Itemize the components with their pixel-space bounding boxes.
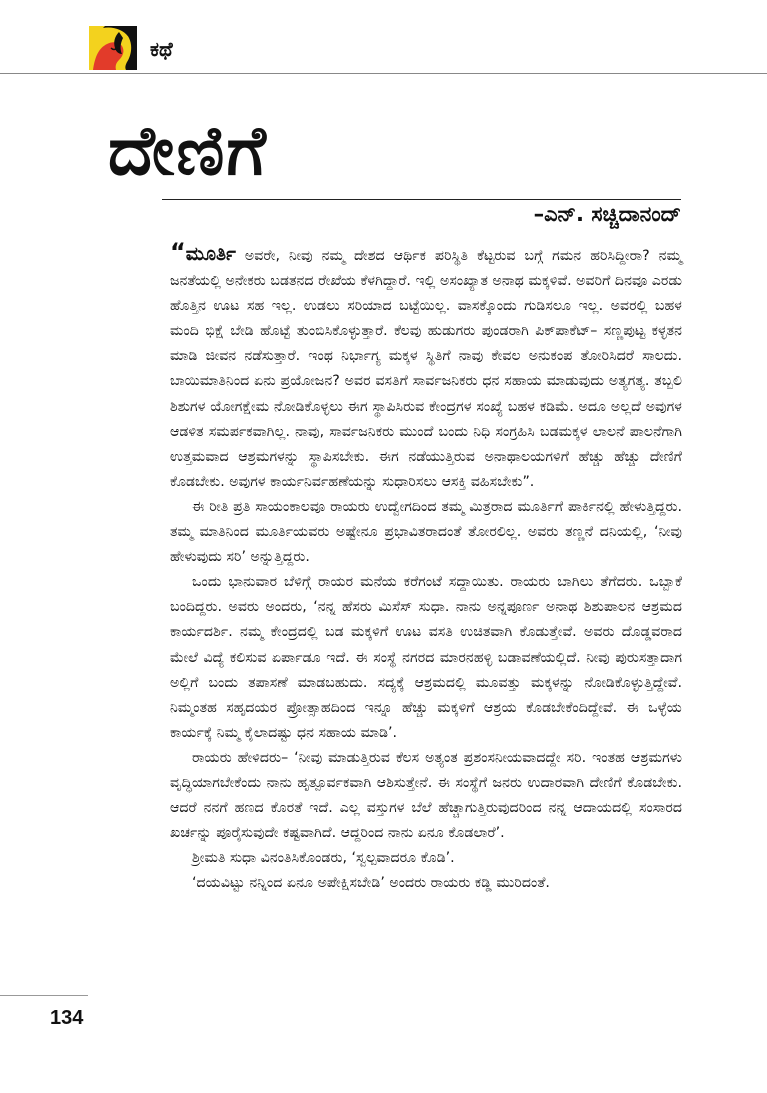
paragraph-5: ಶ್ರೀಮತಿ ಸುಧಾ ವಿನಂತಿಸಿಕೊಂಡರು, ‘ಸ್ವಲ್ಪವಾದರೂ ಕೊಡಿ’. [192, 850, 455, 867]
story-title: ದೇಣಿಗೆ [108, 112, 268, 191]
paragraph-3: ಒಂದು ಭಾನುವಾರ ಬೆಳಿಗ್ಗೆ ರಾಯರ ಮನೆಯ ಕರೆಗಂಟೆ ಸದ್ದಾಯಿತು. ರಾಯರು ಬಾಗಿಲು ತೆಗೆದರು. ಒಬ್ಬಾಕೆ ಬಂದಿದ್ದರು. ಅವರು ಅಂದರು, ‘ನನ್ನ ಹೆಸರು ಮಿಸೆಸ್ ಸುಧಾ. ನಾನು ಅನ್ನಪೂರ್ಣ ಅನಾಥ ಶಿಶುಪಾಲನ ಆಶ್ರಮದ ಕಾರ್ಯದರ್ಶಿ. ನಮ್ಮ ಕೇಂದ್ರದಲ್ಲಿ ಬಡ ಮಕ್ಕಳಿಗೆ ಊಟ ವಸತಿ ಉಚಿತವಾಗಿ ಕೊಡುತ್ತೇವೆ. ಅವರು ದೊಡ್ಡವರಾದ ಮೇಲೆ ವಿದ್ಯೆ ಕಲಿಸುವ ಏರ್ಪಾಡೂ ಇದೆ. ಈ ಸಂಸ್ಥೆ ನಗರದ ಮಾರನಹಳ್ಳಿ ಬಡಾವಣೆಯಲ್ಲಿದೆ. ನೀವು ಪುರುಸತ್ತಾದಾಗ ಅಲ್ಲಿಗೆ ಬಂದು ತಪಾಸಣೆ ಮಾಡಬಹುದು. ಸದ್ಯಕ್ಕೆ ಆಶ್ರಮದಲ್ಲಿ ಮೂವತ್ತು ಮಕ್ಕಳನ್ನು ನೋಡಿಕೊಳ್ಳುತ್ತಿದ್ದೇವೆ. ನಿಮ್ಮಂತಹ ಸಹೃದಯರ ಪ್ರೋತ್ಸಾಹದಿಂದ ಇನ್ನೂ ಹೆಚ್ಚು ಮಕ್ಕಳಿಗೆ ಆಶ್ರಯ ಕೊಡಬೇಕೆಂದಿದ್ದೇವೆ. ಈ ಒಳ್ಳೆಯ ಕಾರ್ಯಕ್ಕೆ ನಿಮ್ಮ ಕೈಲಾದಷ್ಟು ಧನ ಸಹಾಯ ಮಾಡಿ’. [170, 574, 682, 741]
paragraph-1 [170, 240, 682, 495]
lead-word: ಮೂರ್ತಿ [185, 243, 236, 265]
story-body [170, 240, 682, 896]
section-label: ಕಥೆ [150, 37, 173, 61]
opening-quote: “ [170, 238, 186, 266]
paragraph-2: ಈ ರೀತಿ ಪ್ರತಿ ಸಾಯಂಕಾಲವೂ ರಾಯರು ಉದ್ವೇಗದಿಂದ ತಮ್ಮ ಮಿತ್ರರಾದ ಮೂರ್ತಿಗೆ ಪಾರ್ಕಿನಲ್ಲಿ ಹೇಳುತ್ತಿದ್ದರು. ತಮ್ಮ ಮಾತಿನಿಂದ ಮೂರ್ತಿಯವರು ಅಷ್ಟೇನೂ ಪ್ರಭಾವಿತರಾದಂತೆ ತೋರಲಿಲ್ಲ. ಅವರು ತಣ್ಣನೆ ದನಿಯಲ್ಲಿ, ‘ನೀವು ಹೇಳುವುದು ಸರಿ’ ಅನ್ನುತ್ತಿದ್ದರು. [170, 498, 682, 566]
paragraph-6: ‘ದಯವಿಟ್ಟು ನನ್ನಿಂದ ಏನೂ ಅಪೇಕ್ಷಿಸಬೇಡಿ’ ಅಂದರು ರಾಯರು ಕಡ್ಡಿ ಮುರಿದಂತೆ. [192, 875, 550, 892]
paragraph-1-text: ಅವರೇ, ನೀವು ನಮ್ಮ ದೇಶದ ಆರ್ಥಿಕ ಪರಿಸ್ಥಿತಿ ಕೆಟ್ಟರುವ ಬಗ್ಗೆ ಗಮನ ಹರಿಸಿದ್ದೀರಾ? ನಮ್ಮ ಜನತೆಯಲ್ಲಿ ಅನೇಕರು ಬಡತನದ ರೇಖೆಯ ಕೆಳಗಿದ್ದಾರೆ. ಇಲ್ಲಿ ಅಸಂಖ್ಯಾತ ಅನಾಥ ಮಕ್ಕಳಿವೆ. ಅವರಿಗೆ ದಿನವೂ ಎರಡು ಹೊತ್ತಿನ ಊಟ ಸಹ ಇಲ್ಲ. ಉಡಲು ಸರಿಯಾದ ಬಟ್ಟೆಯಿಲ್ಲ. ವಾಸಕ್ಕೊಂದು ಗುಡಿಸಲೂ ಇಲ್ಲ. ಅವರಲ್ಲಿ ಬಹಳ ಮಂದಿ ಭಿಕ್ಷೆ ಬೇಡಿ ಹೊಟ್ಟೆ ತುಂಬಿಸಿಕೊಳ್ಳುತ್ತಾರೆ. ಕೆಲವು ಹುಡುಗರು ಪುಂಡರಾಗಿ ಪಿಕ್‌ಪಾಕೆಟ್– ಸಣ್ಣಪುಟ್ಟ ಕಳ್ಳತನ ಮಾಡಿ ಜೀವನ ನಡೆಸುತ್ತಾರೆ. ಇಂಥ ನಿರ್ಭಾಗ್ಯ ಮಕ್ಕಳ ಸ್ಥಿತಿಗೆ ನಾವು ಕೇವಲ ಅನುಕಂಪ ತೋರಿಸಿದರೆ ಸಾಲದು. ಬಾಯಿಮಾತಿನಿಂದ ಏನು ಪ್ರಯೋಜನ? ಅವರ ವಸತಿಗೆ ಸಾರ್ವಜನಿಕರು ಧನ ಸಹಾಯ ಮಾಡುವುದು ಅತ್ಯಗತ್ಯ. ತಬ್ಬಲಿ ಶಿಶುಗಳ ಯೋಗಕ್ಷೇಮ ನೋಡಿಕೊಳ್ಳಲು ಈಗ ಸ್ಥಾಪಿಸಿರುವ ಕೇಂದ್ರಗಳ ಸಂಖ್ಯೆ ಬಹಳ ಕಡಿಮೆ. ಅದೂ ಅಲ್ಲದೆ ಅವುಗಳ ಆಡಳಿತ ಸಮರ್ಪಕವಾಗಿಲ್ಲ. ನಾವು, ಸಾರ್ವಜನಿಕರು ಮುಂದೆ ಬಂದು ನಿಧಿ ಸಂಗ್ರಹಿಸಿ ಬಡಮಕ್ಕಳ ಲಾಲನೆ ಪಾಲನೆಗಾಗಿ ಉತ್ತಮವಾದ ಆಶ್ರಮಗಳನ್ನು ಸ್ಥಾಪಿಸಬೇಕು. ಈಗ ನಡೆಯುತ್ತಿರುವ ಅನಾಥಾಲಯಗಳಿಗೆ ಹೆಚ್ಚು ಹೆಚ್ಚು ದೇಣಿಗೆ ಕೊಡಬೇಕು. ಅವುಗಳ ಕಾರ್ಯನಿರ್ವಹಣೆಯನ್ನು ಸುಧಾರಿಸಲು ಆಸಕ್ತಿ ವಹಿಸಬೇಕು”. [170, 248, 682, 490]
header-divider [0, 73, 767, 74]
author-byline: –ಎನ್. ಸಚ್ಚಿದಾನಂದ್ [533, 202, 681, 226]
section-logo-icon [89, 26, 137, 70]
footer-divider [0, 995, 88, 996]
paragraph-4: ರಾಯರು ಹೇಳಿದರು– ‘ನೀವು ಮಾಡುತ್ತಿರುವ ಕೆಲಸ ಅತ್ಯಂತ ಪ್ರಶಂಸನೀಯವಾದದ್ದೇ ಸರಿ. ಇಂತಹ ಆಶ್ರಮಗಳು ವೃದ್ಧಿಯಾಗಬೇಕೆಂದು ನಾನು ಹೃತ್ಪೂರ್ವಕವಾಗಿ ಆಶಿಸುತ್ತೇನೆ. ಈ ಸಂಸ್ಥೆಗೆ ಜನರು ಉದಾರವಾಗಿ ದೇಣಿಗೆ ಕೊಡಬೇಕು. ಆದರೆ ನನಗೆ ಹಣದ ಕೊರತೆ ಇದೆ. ಎಲ್ಲ ವಸ್ತುಗಳ ಬೆಲೆ ಹೆಚ್ಚಾಗುತ್ತಿರುವುದರಿಂದ ನನ್ನ ಆದಾಯದಲ್ಲಿ ಸಂಸಾರದ ಖರ್ಚನ್ನು ಪೂರೈಸುವುದೇ ಕಷ್ಟವಾಗಿದೆ. ಆದ್ದರಿಂದ ನಾನು ಏನೂ ಕೊಡಲಾರೆ’. [170, 749, 682, 842]
page-number: 134 [50, 1007, 84, 1029]
